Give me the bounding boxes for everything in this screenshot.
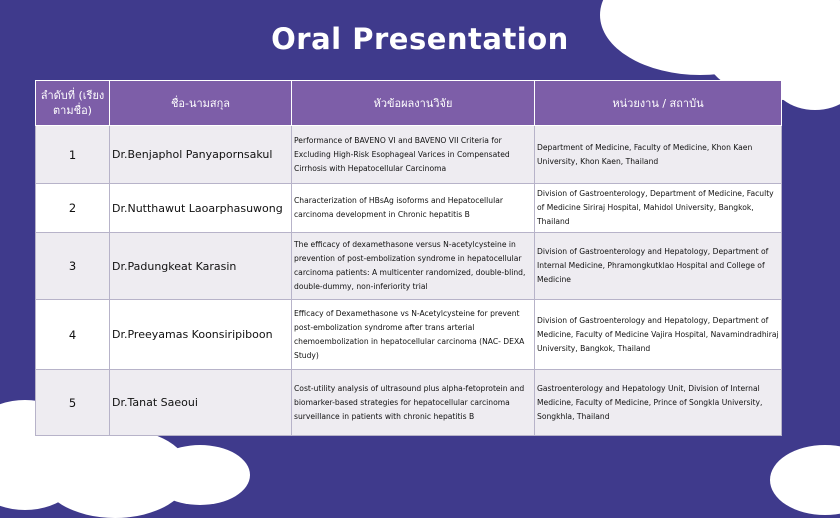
topic-cell: Characterization of HBsAg isoforms and Hepatocellular carcinoma development in Chronic hepatitis B (292, 184, 535, 233)
name-cell: Dr.Padungkeat Karasin (110, 233, 292, 300)
order-cell: 3 (36, 233, 110, 300)
institution-cell: Department of Medicine, Faculty of Medicine, Khon Kaen University, Khon Kaen, Thailand (535, 126, 782, 184)
topic-cell: The efficacy of dexamethasone versus N-acetylcysteine in prevention of post-embolization syndrome in hepatocellular carcinoma patients: A multicenter randomized, double-blind, double-dummy, non-inferiority trial (292, 233, 535, 300)
table-row (36, 300, 782, 370)
presentation-table (35, 80, 782, 436)
order-cell: 4 (36, 300, 110, 370)
table-row (36, 126, 782, 184)
table-header-row (36, 81, 782, 126)
topic-cell: Performance of BAVENO VI and BAVENO VII Criteria for Excluding High-Risk Esophageal Varices in Compensated Cirrhosis with Hepatocellular Carcinoma (292, 126, 535, 184)
order-cell: 5 (36, 370, 110, 436)
name-cell: Dr.Benjaphol Panyapornsakul (110, 126, 292, 184)
header-topic: หัวข้อผลงานวิจัย (292, 81, 535, 126)
name-cell: Dr.Tanat Saeoui (110, 370, 292, 436)
header-name: ชื่อ-นามสกุล (110, 81, 292, 126)
order-cell: 1 (36, 126, 110, 184)
name-cell: Dr.Preeyamas Koonsiripiboon (110, 300, 292, 370)
header-order: ลำดับที่ (เรียงตามชื่อ) (36, 81, 110, 126)
table-row (36, 370, 782, 436)
institution-cell: Gastroenterology and Hepatology Unit, Division of Internal Medicine, Faculty of Medicine, Prince of Songkla University, Songkhla, Thailand (535, 370, 782, 436)
order-cell: 2 (36, 184, 110, 233)
name-cell: Dr.Nutthawut Laoarphasuwong (110, 184, 292, 233)
table-row (36, 184, 782, 233)
institution-cell: Division of Gastroenterology and Hepatology, Department of Medicine, Faculty of Medicine Vajira Hospital, Navamindradhiraj University, Bangkok, Thailand (535, 300, 782, 370)
institution-cell: Division of Gastroenterology, Department of Medicine, Faculty of Medicine Siriraj Hospital, Mahidol University, Bangkok, Thailand (535, 184, 782, 233)
table-row (36, 233, 782, 300)
topic-cell: Efficacy of Dexamethasone vs N-Acetylcysteine for prevent post-embolization syndrome after trans arterial chemoembolization in hepatocellular carcinoma (NAC- DEXA Study) (292, 300, 535, 370)
institution-cell: Division of Gastroenterology and Hepatology, Department of Internal Medicine, Phramongkutklao Hospital and College of Medicine (535, 233, 782, 300)
topic-cell: Cost-utility analysis of ultrasound plus alpha-fetoprotein and biomarker-based strategies for hepatocellular carcinoma surveillance in patients with chronic hepatitis B (292, 370, 535, 436)
page-title: Oral Presentation (271, 22, 569, 56)
header-institution: หน่วยงาน / สถาบัน (535, 81, 782, 126)
